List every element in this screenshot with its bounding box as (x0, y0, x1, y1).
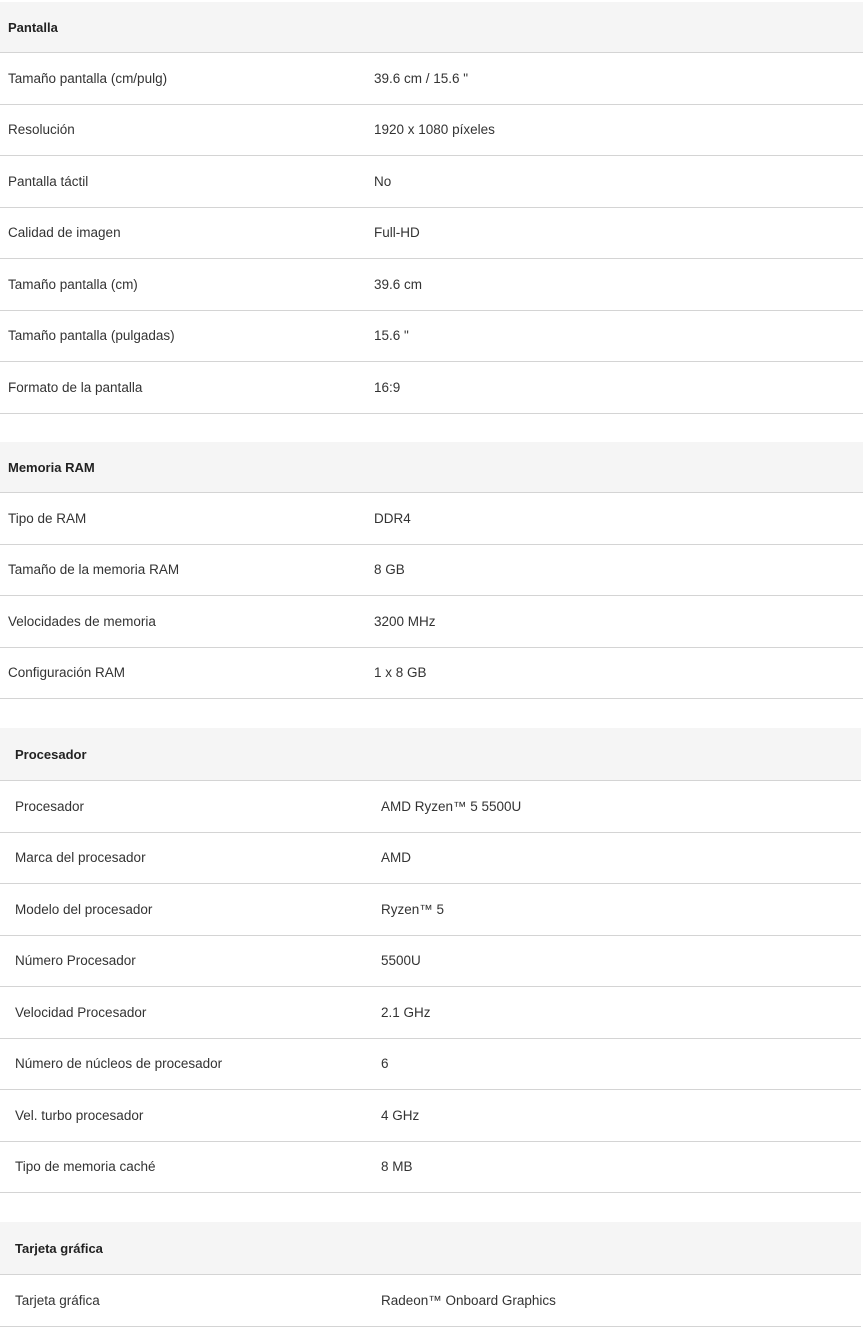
spec-value: 39.6 cm (374, 276, 423, 292)
spec-value: 1920 x 1080 píxeles (374, 122, 495, 138)
spec-label: Velocidades de memoria (8, 613, 156, 629)
spec-row (0, 545, 863, 597)
spec-label: Velocidad Procesador (15, 1004, 147, 1020)
spec-label: Tamaño pantalla (cm) (8, 276, 138, 292)
spec-row (0, 884, 861, 936)
spec-label: Calidad de imagen (8, 225, 121, 241)
spec-row (0, 1275, 861, 1327)
spec-value: AMD Ryzen™ 5 5500U (381, 798, 522, 814)
spec-label: Configuración RAM (8, 665, 126, 681)
spec-value: Radeon™ Onboard Graphics (381, 1292, 556, 1308)
spec-label: Modelo del procesador (15, 901, 153, 917)
spec-label: Tipo de RAM (8, 510, 87, 526)
section-title: Tarjeta gráfica (0, 1222, 861, 1275)
spec-row (0, 596, 863, 648)
spec-row (0, 311, 863, 363)
spec-row (0, 53, 863, 105)
spec-label: Procesador (15, 798, 85, 814)
spec-row (0, 156, 863, 208)
spec-value: DDR4 (374, 510, 411, 526)
spec-row (0, 1090, 861, 1142)
spec-label: Tamaño pantalla (pulgadas) (8, 328, 175, 344)
spec-row (0, 362, 863, 414)
spec-section-memoria-ram (0, 442, 863, 699)
spec-label: Formato de la pantalla (8, 379, 143, 395)
spec-row (0, 493, 863, 545)
spec-label: Marca del procesador (15, 850, 146, 866)
spec-row (0, 833, 861, 885)
spec-section-tarjeta-grafica (0, 1222, 861, 1327)
spec-row (0, 1142, 861, 1194)
spec-value: 4 GHz (381, 1107, 420, 1123)
spec-label: Tamaño de la memoria RAM (8, 562, 180, 578)
spec-label: Pantalla táctil (8, 173, 89, 189)
spec-value: 6 (381, 1056, 389, 1072)
spec-value: 8 MB (381, 1159, 413, 1175)
spec-value: 16:9 (374, 379, 401, 395)
spec-label: Vel. turbo procesador (15, 1107, 144, 1123)
spec-section-procesador (0, 728, 861, 1193)
spec-label: Tamaño pantalla (cm/pulg) (8, 70, 168, 86)
section-title: Procesador (0, 728, 861, 781)
spec-label: Número de núcleos de procesador (15, 1056, 223, 1072)
spec-label: Tipo de memoria caché (15, 1159, 156, 1175)
spec-value: Ryzen™ 5 (381, 901, 445, 917)
spec-row (0, 781, 861, 833)
spec-row (0, 105, 863, 157)
spec-row (0, 259, 863, 311)
spec-value: Full-HD (374, 225, 420, 241)
spec-section-pantalla (0, 2, 863, 414)
spec-value: AMD (381, 850, 411, 866)
spec-value: 2.1 GHz (381, 1004, 431, 1020)
spec-row (0, 1039, 861, 1091)
spec-value: 39.6 cm / 15.6 " (374, 70, 469, 86)
spec-label: Resolución (8, 122, 75, 138)
spec-row (0, 936, 861, 988)
spec-value: 3200 MHz (374, 613, 436, 629)
spec-value: 5500U (381, 953, 421, 969)
spec-label: Número Procesador (15, 953, 136, 969)
spec-value: No (374, 173, 392, 189)
spec-row (0, 987, 861, 1039)
section-title: Memoria RAM (0, 442, 863, 493)
spec-value: 8 GB (374, 562, 405, 578)
section-title: Pantalla (0, 2, 863, 53)
spec-row (0, 648, 863, 700)
spec-label: Tarjeta gráfica (15, 1292, 100, 1308)
spec-value: 1 x 8 GB (374, 665, 427, 681)
spec-row (0, 208, 863, 260)
spec-value: 15.6 " (374, 328, 409, 344)
